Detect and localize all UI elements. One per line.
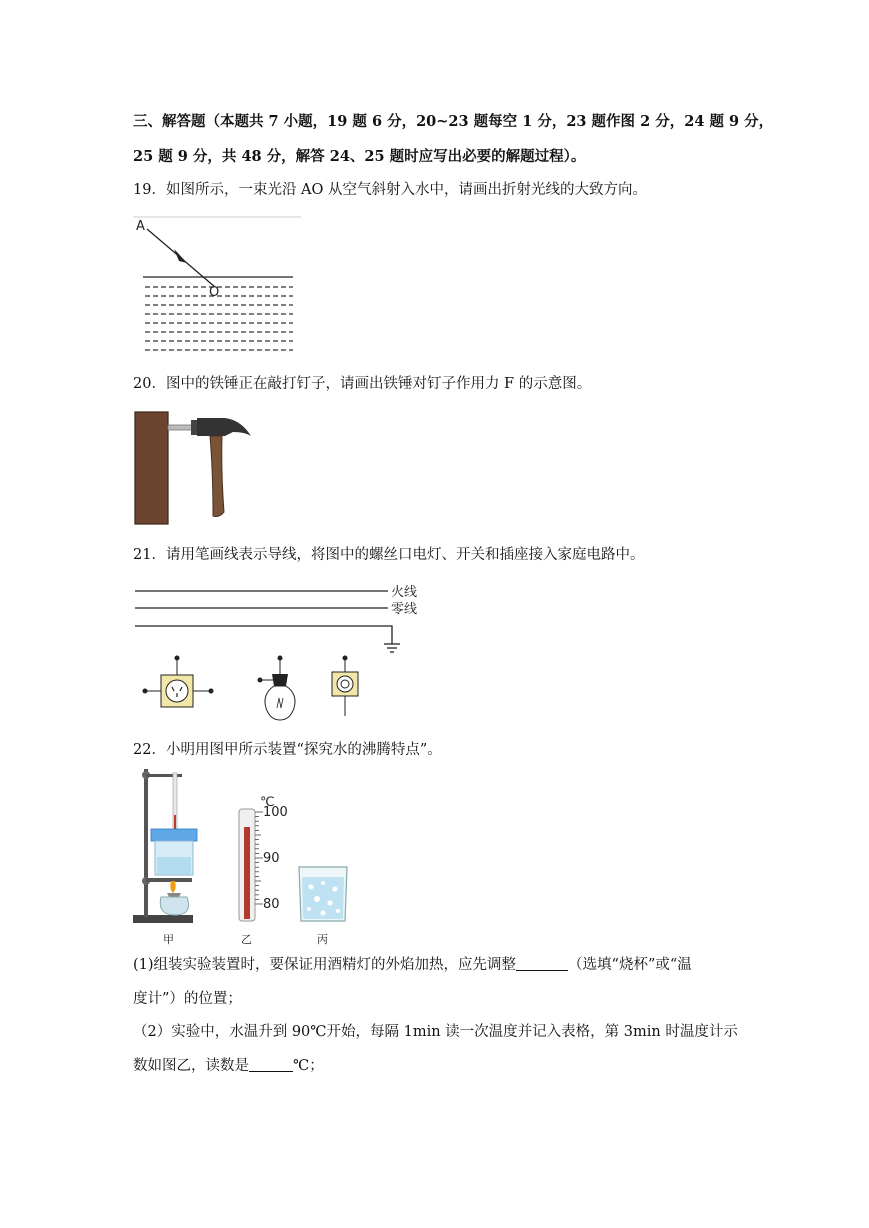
switch — [332, 656, 358, 717]
apparatus-jia — [133, 769, 197, 923]
socket — [143, 656, 214, 708]
answer-blank-2[interactable] — [249, 1057, 293, 1072]
wood-board — [135, 412, 168, 524]
question-22-text: 22．小明用图甲所示装置“探究水的沸腾特点”。 — [133, 742, 442, 758]
screw-lamp — [258, 656, 296, 721]
q22-sub2-line1: （2）实验中，水温升到 90℃开始，每隔 1min 读一次温度并记入表格，第 3min 时温度计示 — [133, 1024, 738, 1040]
caption-jia: 甲 — [163, 933, 174, 946]
question-19-text: 19．如图所示，一束光沿 AO 从空气斜射入水中，请画出折射光线的大致方向。 — [133, 182, 648, 198]
label-o: O — [209, 285, 220, 300]
section-header-line1: 三、解答题（本题共 7 小题，19 题 6 分，20~23 题每空 1 分，23 题作图 2 分，24 题 9 分， — [133, 113, 774, 130]
q22-sub2-text-c: ℃； — [293, 1058, 324, 1074]
section-header-line2: 25 题 9 分，共 48 分，解答 24、25 题时应写出必要的解题过程）。 — [133, 148, 586, 165]
caption-yi: 乙 — [241, 933, 252, 946]
caption-bing: 丙 — [317, 933, 328, 946]
ground-wire — [135, 626, 392, 644]
beaker-bing — [299, 867, 347, 921]
neutral-wire-label: 零线 — [391, 602, 418, 617]
q19-refraction-figure — [133, 215, 303, 357]
question-20-text: 20．图中的铁锤正在敲打钉子，请画出铁锤对钉子作用力 F 的示意图。 — [133, 376, 592, 392]
thermo-unit: ℃ — [260, 795, 275, 810]
q22-sub2-line2 — [133, 1056, 324, 1076]
q22-sub1-line2: 度计”）的位置； — [133, 991, 242, 1007]
q22-sub1-text-a: (1)组装实验装置时，要保证用酒精灯的外焰加热，应先调整 — [133, 957, 517, 973]
ground-symbol — [384, 644, 400, 652]
hammer-head — [197, 418, 251, 436]
thermo-tick-100: 100 — [263, 805, 288, 820]
answer-blank-1[interactable] — [516, 956, 568, 971]
live-wire-label: 火线 — [391, 585, 418, 600]
question-21-text: 21．请用笔画线表示导线，将图中的螺丝口电灯、开关和插座接入家庭电路中。 — [133, 547, 645, 563]
q22-sub2-text-b: 数如图乙，读数是 — [133, 1058, 249, 1074]
hammer-handle — [210, 436, 224, 517]
q21-circuit-figure — [133, 578, 428, 723]
q22-boiling-figure — [133, 765, 373, 950]
thermo-tick-80: 80 — [263, 897, 280, 912]
q22-sub1-text-b: （选填“烧杯”或“温 — [568, 957, 692, 973]
label-a: A — [136, 219, 145, 234]
q20-hammer-figure — [133, 412, 258, 524]
thermo-tick-90: 90 — [263, 851, 280, 866]
thermometer-yi — [239, 795, 288, 921]
q22-sub1-line1 — [133, 955, 692, 975]
